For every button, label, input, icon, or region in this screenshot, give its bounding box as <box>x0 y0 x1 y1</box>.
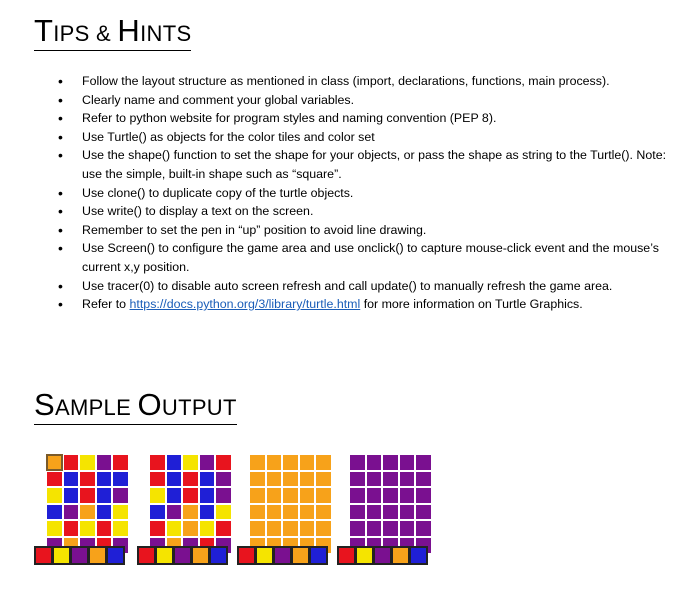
color-set-tile[interactable] <box>210 547 227 564</box>
color-tile[interactable] <box>366 471 383 488</box>
color-set-tile[interactable] <box>156 547 173 564</box>
color-tile[interactable] <box>399 471 416 488</box>
color-tile[interactable] <box>399 454 416 471</box>
tip-item: • Use Screen() to configure the game area and use onclick() to capture mouse-click event and the mouse’s current x,y position. <box>54 239 674 276</box>
tips-hints-heading: TIPS & HINTS <box>34 14 191 51</box>
color-tile[interactable] <box>299 520 316 537</box>
color-set-tile[interactable] <box>71 547 88 564</box>
color-tile[interactable] <box>315 520 332 537</box>
color-tile[interactable] <box>249 454 266 471</box>
color-tile[interactable] <box>79 520 96 537</box>
color-tile[interactable] <box>266 487 283 504</box>
color-tile[interactable] <box>349 520 366 537</box>
color-tile[interactable] <box>149 520 166 537</box>
color-tile[interactable] <box>299 471 316 488</box>
color-tile[interactable] <box>299 504 316 521</box>
color-tile[interactable] <box>366 487 383 504</box>
color-set-tile[interactable] <box>274 547 291 564</box>
color-set-tile[interactable] <box>356 547 373 564</box>
color-tile[interactable] <box>112 520 129 537</box>
color-tile[interactable] <box>112 471 129 488</box>
tip-item: • Use write() to display a text on the screen. <box>54 202 674 221</box>
color-tile[interactable] <box>282 471 299 488</box>
color-tile[interactable] <box>366 454 383 471</box>
color-set-tile[interactable] <box>192 547 209 564</box>
color-tile[interactable] <box>382 504 399 521</box>
color-tile[interactable] <box>349 471 366 488</box>
color-tile[interactable] <box>79 471 96 488</box>
color-tile[interactable] <box>46 487 63 504</box>
color-tile[interactable] <box>182 454 199 471</box>
color-tile[interactable] <box>63 471 80 488</box>
color-set-tile[interactable] <box>89 547 106 564</box>
color-set <box>337 546 428 565</box>
color-tile[interactable] <box>63 504 80 521</box>
color-tile[interactable] <box>382 454 399 471</box>
color-tile[interactable] <box>46 454 63 471</box>
color-tile[interactable] <box>249 504 266 521</box>
color-set <box>34 546 125 565</box>
color-tile[interactable] <box>166 504 183 521</box>
color-tile[interactable] <box>382 520 399 537</box>
color-tile[interactable] <box>349 454 366 471</box>
color-tile[interactable] <box>149 487 166 504</box>
color-tile[interactable] <box>399 520 416 537</box>
tip-item: • Use Turtle() as objects for the color tiles and color set <box>54 128 674 147</box>
color-tile[interactable] <box>112 487 129 504</box>
color-set-tile[interactable] <box>292 547 309 564</box>
tip-item-docs-link <box>54 295 674 314</box>
color-tile[interactable] <box>46 504 63 521</box>
color-tile[interactable] <box>349 487 366 504</box>
color-tile[interactable] <box>215 454 232 471</box>
color-tile[interactable] <box>366 504 383 521</box>
sample-output-figure <box>34 454 454 564</box>
color-tile[interactable] <box>415 487 432 504</box>
color-tile[interactable] <box>249 487 266 504</box>
tip-item: • Refer to python website for program styles and naming convention (PEP 8). <box>54 109 674 128</box>
color-tile[interactable] <box>315 487 332 504</box>
color-tile[interactable] <box>182 520 199 537</box>
color-tile[interactable] <box>315 504 332 521</box>
tip-item: • Clearly name and comment your global variables. <box>54 91 674 110</box>
color-set-tile[interactable] <box>53 547 70 564</box>
color-tile[interactable] <box>96 487 113 504</box>
color-set <box>237 546 328 565</box>
color-set-tile[interactable] <box>174 547 191 564</box>
tip-text: for more information on Turtle Graphics. <box>360 297 583 312</box>
color-tile[interactable] <box>299 454 316 471</box>
color-tile[interactable] <box>79 454 96 471</box>
color-tile[interactable] <box>366 520 383 537</box>
color-tile[interactable] <box>215 471 232 488</box>
color-set <box>137 546 228 565</box>
color-tile[interactable] <box>199 520 216 537</box>
color-tile[interactable] <box>249 471 266 488</box>
color-set-tile[interactable] <box>107 547 124 564</box>
color-tile[interactable] <box>79 487 96 504</box>
tip-item: • Use clone() to duplicate copy of the turtle objects. <box>54 184 674 203</box>
color-tile[interactable] <box>249 520 266 537</box>
color-tile[interactable] <box>349 504 366 521</box>
color-set-tile[interactable] <box>256 547 273 564</box>
color-tile[interactable] <box>415 504 432 521</box>
color-tile[interactable] <box>199 487 216 504</box>
tip-item: • Use the shape() function to set the shape for your objects, or pass the shape as string to the Turtle(). Note: use the simple, built-in shape such as “square”. <box>54 146 674 183</box>
color-tile[interactable] <box>215 504 232 521</box>
color-tile[interactable] <box>266 504 283 521</box>
color-set-tile[interactable] <box>392 547 409 564</box>
color-tile[interactable] <box>266 520 283 537</box>
color-set-tile[interactable] <box>138 547 155 564</box>
color-tile[interactable] <box>96 454 113 471</box>
color-tile[interactable] <box>415 471 432 488</box>
tip-item: • Use tracer(0) to disable auto screen refresh and call update() to manually refresh the game area. <box>54 277 674 296</box>
color-tile[interactable] <box>315 471 332 488</box>
color-tile[interactable] <box>282 487 299 504</box>
color-tile[interactable] <box>266 454 283 471</box>
tip-text: Refer to <box>82 297 130 312</box>
color-tile[interactable] <box>63 454 80 471</box>
color-tile[interactable] <box>46 471 63 488</box>
color-tile[interactable] <box>96 504 113 521</box>
color-tile[interactable] <box>46 520 63 537</box>
color-tile[interactable] <box>266 471 283 488</box>
color-tile[interactable] <box>79 504 96 521</box>
color-tile[interactable] <box>149 504 166 521</box>
color-tile[interactable] <box>96 471 113 488</box>
sample-output-heading: SAMPLE OUTPUT <box>34 388 237 425</box>
color-tile[interactable] <box>282 504 299 521</box>
color-tile[interactable] <box>166 487 183 504</box>
color-tile[interactable] <box>415 520 432 537</box>
color-tile[interactable] <box>199 454 216 471</box>
color-set-tile[interactable] <box>374 547 391 564</box>
tip-item: • Follow the layout structure as mentioned in class (import, declarations, functions, main process). <box>54 72 674 91</box>
color-tile[interactable] <box>182 471 199 488</box>
color-tile[interactable] <box>96 520 113 537</box>
color-tile[interactable] <box>382 487 399 504</box>
tips-list <box>54 72 674 314</box>
color-tile[interactable] <box>166 454 183 471</box>
color-tile[interactable] <box>282 520 299 537</box>
color-set-tile[interactable] <box>338 547 355 564</box>
color-tile[interactable] <box>199 504 216 521</box>
color-tile[interactable] <box>112 504 129 521</box>
color-board <box>249 454 332 554</box>
color-tile[interactable] <box>112 454 129 471</box>
color-set-tile[interactable] <box>310 547 327 564</box>
color-tile[interactable] <box>215 487 232 504</box>
color-tile[interactable] <box>199 471 216 488</box>
color-tile[interactable] <box>166 471 183 488</box>
color-tile[interactable] <box>399 504 416 521</box>
tip-item: • Remember to set the pen in “up” position to avoid line drawing. <box>54 221 674 240</box>
color-tile[interactable] <box>63 487 80 504</box>
color-tile[interactable] <box>182 487 199 504</box>
color-tile[interactable] <box>149 471 166 488</box>
color-tile[interactable] <box>399 487 416 504</box>
color-tile[interactable] <box>299 487 316 504</box>
color-tile[interactable] <box>182 504 199 521</box>
color-tile[interactable] <box>149 454 166 471</box>
turtle-docs-link[interactable]: https://docs.python.org/3/library/turtle.html <box>129 297 361 312</box>
color-board <box>46 454 129 554</box>
color-tile[interactable] <box>63 520 80 537</box>
color-tile[interactable] <box>382 471 399 488</box>
color-set-tile[interactable] <box>410 547 427 564</box>
color-tile[interactable] <box>215 520 232 537</box>
color-tile[interactable] <box>315 454 332 471</box>
color-board <box>149 454 232 554</box>
color-set-tile[interactable] <box>238 547 255 564</box>
color-tile[interactable] <box>166 520 183 537</box>
color-tile[interactable] <box>282 454 299 471</box>
color-board <box>349 454 432 554</box>
color-set-tile[interactable] <box>35 547 52 564</box>
color-tile[interactable] <box>415 454 432 471</box>
